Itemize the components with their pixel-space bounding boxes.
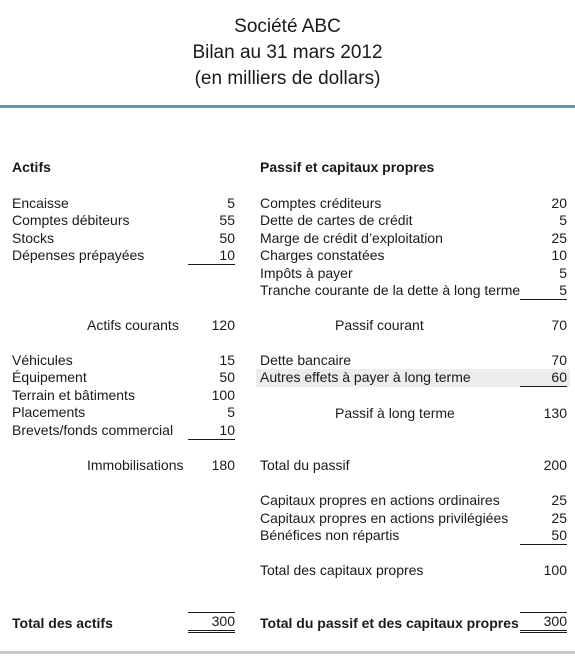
liability-value: 20 bbox=[551, 195, 567, 211]
asset-label: Placements bbox=[12, 404, 86, 420]
asset-label: Équipement bbox=[12, 369, 87, 385]
asset-value: 100 bbox=[211, 387, 235, 403]
equity-value: 25 bbox=[551, 510, 567, 526]
asset-value: 10 bbox=[188, 422, 235, 440]
asset-label: Encaisse bbox=[12, 195, 69, 211]
asset-label: Stocks bbox=[12, 230, 55, 246]
total-equity-value: 100 bbox=[543, 562, 567, 578]
asset-label: Brevets/fonds commercial bbox=[12, 422, 174, 438]
liability-value: 25 bbox=[551, 230, 567, 246]
total-equity-label: Total des capitaux propres bbox=[260, 562, 424, 578]
current-assets-label: Actifs courants bbox=[87, 317, 179, 333]
liability-value: 5 bbox=[520, 282, 567, 300]
liability-label: Comptes créditeurs bbox=[260, 195, 382, 211]
liability-value: 5 bbox=[559, 265, 567, 281]
equity-label: Capitaux propres en actions privilégiées bbox=[260, 510, 509, 526]
grand-total-value: 300 bbox=[520, 612, 567, 633]
asset-label: Dépenses prépayées bbox=[12, 247, 145, 263]
asset-value: 10 bbox=[188, 247, 235, 265]
liability-value: 5 bbox=[559, 212, 567, 228]
asset-value: 50 bbox=[219, 369, 235, 385]
current-assets-total: 120 bbox=[211, 317, 235, 333]
equity-value: 50 bbox=[520, 527, 567, 545]
liability-label: Tranche courante de la dette à long terme bbox=[260, 282, 521, 298]
liability-label: Impôts à payer bbox=[260, 265, 353, 281]
footer-divider bbox=[0, 651, 575, 654]
asset-value: 5 bbox=[227, 404, 235, 420]
equity-label: Capitaux propres en actions ordinaires bbox=[260, 492, 500, 508]
total-assets-value: 300 bbox=[188, 612, 235, 633]
total-assets-label: Total des actifs bbox=[12, 615, 113, 631]
grand-total-label: Total du passif et des capitaux propres bbox=[260, 615, 519, 631]
liability-label: Marge de crédit d’exploitation bbox=[260, 230, 443, 246]
statement-title: Bilan au 31 mars 2012 bbox=[192, 42, 383, 63]
asset-value: 55 bbox=[219, 212, 235, 228]
liability-value: 70 bbox=[551, 352, 567, 368]
liability-value: 10 bbox=[551, 247, 567, 263]
fixed-assets-total: 180 bbox=[211, 457, 235, 473]
company-name: Société ABC bbox=[234, 16, 341, 37]
equity-value: 25 bbox=[551, 492, 567, 508]
units-note: (en milliers de dollars) bbox=[194, 68, 381, 89]
liability-label: Charges constatées bbox=[260, 247, 385, 263]
liability-value: 60 bbox=[520, 369, 567, 387]
long-term-liabilities-label: Passif à long terme bbox=[335, 405, 455, 421]
total-liabilities-value: 200 bbox=[543, 457, 567, 473]
header-divider bbox=[0, 105, 575, 108]
liability-label: Dette de cartes de crédit bbox=[260, 212, 413, 228]
asset-label: Terrain et bâtiments bbox=[12, 387, 135, 403]
liabilities-heading: Passif et capitaux propres bbox=[260, 159, 435, 175]
long-term-liabilities-total: 130 bbox=[543, 405, 567, 421]
asset-value: 15 bbox=[219, 352, 235, 368]
assets-heading: Actifs bbox=[12, 159, 51, 175]
asset-value: 5 bbox=[227, 195, 235, 211]
asset-label: Véhicules bbox=[12, 352, 73, 368]
current-liabilities-total: 70 bbox=[551, 317, 567, 333]
fixed-assets-label: Immobilisations bbox=[87, 457, 184, 473]
asset-value: 50 bbox=[219, 230, 235, 246]
liability-label: Autres effets à payer à long terme bbox=[260, 369, 471, 385]
liability-label: Dette bancaire bbox=[260, 352, 352, 368]
current-liabilities-label: Passif courant bbox=[335, 317, 424, 333]
asset-label: Comptes débiteurs bbox=[12, 212, 130, 228]
equity-label: Bénéfices non répartis bbox=[260, 527, 400, 543]
total-liabilities-label: Total du passif bbox=[260, 457, 350, 473]
